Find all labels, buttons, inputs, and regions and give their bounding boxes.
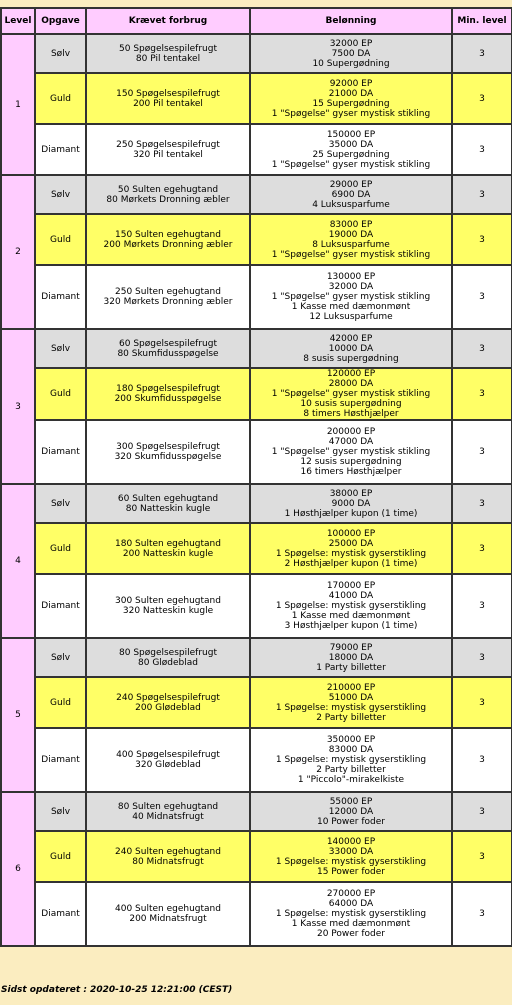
level-cell: 2	[2, 176, 34, 328]
level-cell: 3	[2, 330, 34, 483]
required-line: 80 Glødeblad	[138, 657, 198, 668]
reward-cell	[251, 330, 451, 367]
reward-cell	[251, 74, 451, 123]
table-row	[2, 883, 511, 945]
reward-line: 210000 EP	[326, 682, 376, 693]
required-cell	[87, 35, 249, 72]
required-cell	[87, 421, 249, 483]
table-row	[2, 215, 511, 264]
task-cell: Diamant	[36, 125, 85, 174]
reward-cell	[251, 639, 451, 676]
min-level-cell: 3	[453, 125, 511, 174]
reward-cell	[251, 729, 451, 791]
required-line: 80 Skumfidusspøgelse	[117, 348, 219, 359]
min-level-cell: 3	[453, 330, 511, 367]
table-row	[2, 729, 511, 791]
reward-cell	[251, 575, 451, 637]
required-line: 80 Pil tentakel	[135, 53, 201, 64]
task-cell: Diamant	[36, 266, 85, 328]
required-cell	[87, 215, 249, 264]
table-row	[2, 639, 511, 676]
table-row	[2, 266, 511, 328]
table-row	[2, 74, 511, 123]
required-line: 50 Spøgelsespilefrugt	[119, 43, 217, 54]
min-level-cell: 3	[453, 369, 511, 419]
required-line: 80 Mørkets Dronning æbler	[106, 194, 230, 205]
reward-line: 1 "Spøgelse" gyser mystisk stikling	[271, 108, 431, 119]
task-cell: Diamant	[36, 729, 85, 791]
header-min-level: Min. level	[453, 9, 511, 33]
required-line: 250 Spøgelsespilefrugt	[116, 139, 220, 150]
reward-line: 1 Party billetter	[316, 662, 386, 673]
min-level-cell: 3	[453, 35, 511, 72]
required-line: 200 Glødeblad	[135, 702, 201, 713]
reward-line: 1 "Piccolo"-mirakelkiste	[297, 775, 405, 785]
reward-cell	[251, 832, 451, 881]
reward-line: 1 "Spøgelse" gyser mystisk stikling	[271, 159, 431, 170]
table-row	[2, 176, 511, 213]
required-line: 80 Midnatsfrugt	[132, 856, 204, 867]
required-line: 60 Spøgelsespilefrugt	[119, 338, 217, 349]
table-row	[2, 125, 511, 174]
reward-line: 12 Luksusparfume	[309, 312, 393, 322]
required-line: 300 Sulten egehugtand	[115, 596, 221, 606]
task-cell: Diamant	[36, 575, 85, 637]
required-line: 240 Sulten egehugtand	[115, 846, 221, 857]
table-row	[2, 421, 511, 483]
reward-line: 42000 EP	[329, 333, 373, 344]
reward-line: 1 Kasse med dæmonmønt	[291, 611, 411, 621]
reward-line: 15 Supergødning	[312, 98, 390, 109]
reward-cell	[251, 883, 451, 945]
reward-line: 25000 DA	[328, 538, 374, 549]
reward-line: 47000 DA	[328, 437, 374, 447]
reward-cell	[251, 678, 451, 727]
task-cell: Sølv	[36, 35, 85, 72]
reward-line: 3 Høsthjælper kupon (1 time)	[284, 621, 418, 631]
required-line: 400 Sulten egehugtand	[115, 904, 221, 914]
reward-line: 8 timers Høsthjælper	[303, 409, 399, 419]
reward-line: 12000 DA	[328, 806, 374, 817]
level-cell: 5	[2, 639, 34, 791]
required-line: 240 Spøgelsespilefrugt	[116, 692, 220, 703]
reward-line: 130000 EP	[326, 272, 376, 282]
required-cell	[87, 485, 249, 522]
table-row	[2, 35, 511, 72]
table-row	[2, 678, 511, 727]
reward-line: 2 Høsthjælper kupon (1 time)	[284, 558, 418, 569]
task-cell: Sølv	[36, 330, 85, 367]
reward-line: 6900 DA	[331, 189, 371, 200]
task-cell: Guld	[36, 524, 85, 573]
reward-line: 9000 DA	[331, 498, 371, 509]
table-row	[2, 832, 511, 881]
reward-line: 92000 EP	[329, 78, 373, 89]
header-reward: Belønning	[251, 9, 451, 33]
reward-line: 350000 EP	[326, 735, 376, 745]
header-required: Krævet forbrug	[87, 9, 249, 33]
min-level-cell: 3	[453, 266, 511, 328]
reward-line: 83000 EP	[329, 219, 373, 230]
reward-line: 1 Spøgelse: mystisk gyserstikling	[275, 909, 427, 919]
required-cell	[87, 729, 249, 791]
reward-line: 12 susis supergødning	[300, 457, 402, 467]
min-level-cell: 3	[453, 883, 511, 945]
reward-cell	[251, 35, 451, 72]
task-cell: Diamant	[36, 883, 85, 945]
reward-line: 150000 EP	[326, 129, 376, 140]
reward-line: 10 Power foder	[316, 816, 385, 827]
reward-line: 33000 DA	[328, 846, 374, 857]
reward-line: 20 Power foder	[316, 929, 385, 939]
required-cell	[87, 176, 249, 213]
reward-line: 32000 EP	[329, 38, 373, 49]
required-line: 320 Glødeblad	[135, 760, 201, 770]
required-cell	[87, 793, 249, 830]
required-cell	[87, 832, 249, 881]
reward-line: 79000 EP	[329, 642, 373, 653]
min-level-cell: 3	[453, 485, 511, 522]
reward-line: 2 Party billetter	[316, 712, 386, 723]
reward-line: 270000 EP	[326, 889, 376, 899]
required-line: 50 Sulten egehugtand	[117, 184, 219, 195]
reward-cell	[251, 793, 451, 830]
reward-line: 1 "Spøgelse" gyser mystisk stikling	[271, 249, 431, 260]
reward-line: 10 Supergødning	[312, 58, 390, 69]
required-line: 400 Spøgelsespilefrugt	[116, 750, 220, 760]
required-line: 200 Mørkets Dronning æbler	[103, 239, 233, 250]
min-level-cell: 3	[453, 176, 511, 213]
reward-line: 8 Luksusparfume	[312, 239, 390, 250]
reward-line: 16 timers Høsthjælper	[300, 467, 402, 477]
required-cell	[87, 639, 249, 676]
min-level-cell: 3	[453, 639, 511, 676]
reward-line: 51000 DA	[328, 692, 374, 703]
required-cell	[87, 125, 249, 174]
reward-line: 1 Spøgelse: mystisk gyserstikling	[275, 601, 427, 611]
reward-line: 25 Supergødning	[312, 149, 390, 160]
reward-line: 1 Kasse med dæmonmønt	[291, 302, 411, 312]
reward-cell	[251, 369, 451, 419]
header-task: Opgave	[36, 9, 85, 33]
reward-line: 8 susis supergødning	[303, 353, 399, 364]
reward-line: 15 Power foder	[316, 866, 385, 877]
task-cell: Guld	[36, 369, 85, 419]
required-line: 180 Spøgelsespilefrugt	[116, 384, 220, 394]
task-cell: Guld	[36, 678, 85, 727]
reward-line: 38000 EP	[329, 488, 373, 499]
reward-cell	[251, 485, 451, 522]
reward-line: 10000 DA	[328, 343, 374, 354]
reward-line: 200000 EP	[326, 427, 376, 437]
level-cell: 4	[2, 485, 34, 637]
required-line: 200 Pil tentakel	[133, 98, 203, 109]
reward-line: 1 Høsthjælper kupon (1 time)	[284, 508, 418, 519]
task-cell: Guld	[36, 215, 85, 264]
level-cell: 6	[2, 793, 34, 945]
table-row	[2, 485, 511, 522]
reward-line: 1 "Spøgelse" gyser mystisk stikling	[271, 389, 431, 399]
reward-line: 1 Spøgelse: mystisk gyserstikling	[275, 548, 427, 559]
table-body	[2, 35, 511, 945]
required-cell	[87, 883, 249, 945]
task-cell: Diamant	[36, 421, 85, 483]
required-line: 150 Spøgelsespilefrugt	[116, 88, 220, 99]
min-level-cell: 3	[453, 678, 511, 727]
reward-cell	[251, 176, 451, 213]
required-line: 200 Natteskin kugle	[122, 548, 214, 559]
required-line: 250 Sulten egehugtand	[115, 287, 221, 297]
reward-line: 2 Party billetter	[316, 765, 386, 775]
reward-line: 140000 EP	[326, 836, 376, 847]
min-level-cell: 3	[453, 832, 511, 881]
reward-line: 41000 DA	[328, 591, 374, 601]
reward-line: 32000 DA	[328, 282, 374, 292]
reward-cell	[251, 125, 451, 174]
reward-line: 64000 DA	[328, 899, 374, 909]
required-line: 320 Skumfidusspøgelse	[114, 452, 222, 462]
required-line: 320 Mørkets Dronning æbler	[103, 297, 233, 307]
reward-line: 100000 EP	[326, 528, 376, 539]
reward-cell	[251, 421, 451, 483]
required-line: 200 Skumfidusspøgelse	[114, 394, 222, 404]
task-cell: Sølv	[36, 639, 85, 676]
required-line: 80 Sulten egehugtand	[117, 801, 219, 812]
min-level-cell: 3	[453, 729, 511, 791]
table-row	[2, 575, 511, 637]
task-cell: Guld	[36, 74, 85, 123]
reward-line: 35000 DA	[328, 139, 374, 150]
required-cell	[87, 330, 249, 367]
required-cell	[87, 74, 249, 123]
reward-line: 19000 DA	[328, 229, 374, 240]
required-cell	[87, 266, 249, 328]
table-row	[2, 524, 511, 573]
reward-line: 1 Spøgelse: mystisk gyserstikling	[275, 702, 427, 713]
reward-line: 10 susis supergødning	[300, 399, 402, 409]
reward-line: 1 "Spøgelse" gyser mystisk stikling	[271, 292, 431, 302]
required-line: 80 Natteskin kugle	[125, 503, 211, 514]
last-updated: Sidst opdateret : 2020-10-25 12:21:00 (CEST)	[1, 985, 233, 995]
min-level-cell: 3	[453, 215, 511, 264]
required-line: 40 Midnatsfrugt	[132, 811, 204, 822]
reward-line: 28000 DA	[328, 379, 374, 389]
required-cell	[87, 369, 249, 419]
required-line: 80 Spøgelsespilefrugt	[119, 647, 217, 658]
required-cell	[87, 575, 249, 637]
reward-line: 1 Kasse med dæmonmønt	[291, 919, 411, 929]
reward-cell	[251, 215, 451, 264]
required-line: 300 Spøgelsespilefrugt	[116, 442, 220, 452]
task-cell: Guld	[36, 832, 85, 881]
task-cell: Sølv	[36, 793, 85, 830]
task-cell: Sølv	[36, 176, 85, 213]
reward-line: 55000 EP	[329, 796, 373, 807]
reward-line: 170000 EP	[326, 581, 376, 591]
min-level-cell: 3	[453, 74, 511, 123]
reward-line: 29000 EP	[329, 179, 373, 190]
reward-table	[0, 7, 512, 947]
table-row	[2, 793, 511, 830]
required-line: 60 Sulten egehugtand	[117, 493, 219, 504]
required-line: 180 Sulten egehugtand	[115, 538, 221, 549]
reward-line: 7500 DA	[331, 48, 371, 59]
reward-line: 21000 DA	[328, 88, 374, 99]
required-cell	[87, 678, 249, 727]
header-level: Level	[2, 9, 34, 33]
reward-cell	[251, 524, 451, 573]
reward-line: 1 Spøgelse: mystisk gyserstikling	[275, 856, 427, 867]
required-line: 320 Natteskin kugle	[122, 606, 214, 616]
required-line: 200 Midnatsfrugt	[129, 914, 207, 924]
required-cell	[87, 524, 249, 573]
required-line: 150 Sulten egehugtand	[115, 229, 221, 240]
table-row	[2, 369, 511, 419]
reward-line: 18000 DA	[328, 652, 374, 663]
table-row	[2, 330, 511, 367]
reward-line: 120000 EP	[326, 369, 376, 379]
min-level-cell: 3	[453, 793, 511, 830]
required-line: 320 Pil tentakel	[133, 149, 203, 160]
reward-cell	[251, 266, 451, 328]
reward-line: 1 Spøgelse: mystisk gyserstikling	[275, 755, 427, 765]
min-level-cell: 3	[453, 575, 511, 637]
reward-line: 1 "Spøgelse" gyser mystisk stikling	[271, 447, 431, 457]
min-level-cell: 3	[453, 421, 511, 483]
reward-line: 83000 DA	[328, 745, 374, 755]
level-cell: 1	[2, 35, 34, 174]
min-level-cell: 3	[453, 524, 511, 573]
reward-line: 4 Luksusparfume	[312, 199, 390, 210]
task-cell: Sølv	[36, 485, 85, 522]
